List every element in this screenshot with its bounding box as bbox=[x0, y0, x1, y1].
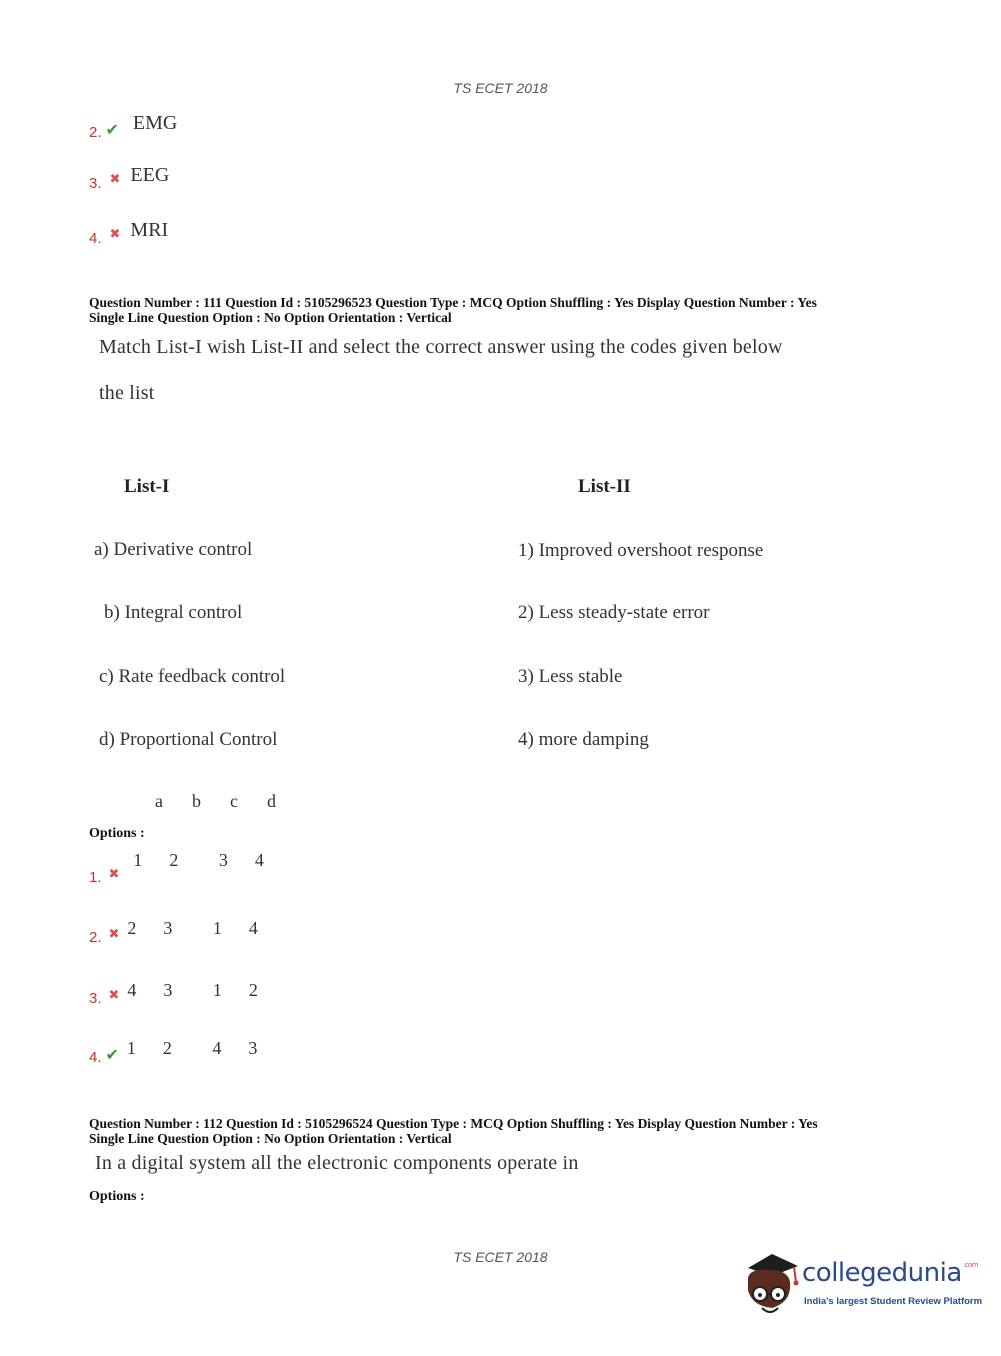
correct-check-icon: ✔ bbox=[105, 1045, 119, 1064]
list1-item-a: a) Derivative control bbox=[94, 539, 253, 560]
page-header: TS ECET 2018 bbox=[453, 80, 548, 96]
list1-heading: List-I bbox=[124, 476, 170, 497]
mascot-icon bbox=[740, 1250, 802, 1322]
list2-heading: List-II bbox=[578, 476, 631, 497]
list2-item-3: 3) Less stable bbox=[518, 666, 623, 687]
option-number: 4. bbox=[89, 230, 102, 247]
option-values: 2 3 1 4 bbox=[127, 918, 258, 938]
list2-item-1: 1) Improved overshoot response bbox=[518, 540, 764, 561]
option-text: MRI bbox=[130, 219, 169, 241]
option-number: 3. bbox=[89, 175, 102, 192]
q112-text: In a digital system all the electronic components operate in bbox=[95, 1152, 579, 1174]
wrong-cross-icon: ✖ bbox=[109, 172, 121, 187]
q111-options-label: Options : bbox=[89, 826, 145, 841]
logo-name: collegedunia$^{.com}$ bbox=[802, 1258, 978, 1288]
option-values: 1 2 4 3 bbox=[126, 1038, 258, 1058]
q112-meta-line1: Question Number : 112 Question Id : 5105296524 Question Type : MCQ Option Shuffling : Yes Display Question Number : Yes bbox=[89, 1116, 818, 1131]
wrong-cross-icon: ✖ bbox=[109, 227, 121, 242]
option-values: 1 2 3 4 bbox=[133, 850, 264, 870]
option-number: 3. bbox=[89, 990, 102, 1007]
list1-item-b: b) Integral control bbox=[104, 602, 243, 623]
q111-option-4 bbox=[89, 1038, 258, 1066]
page-footer: TS ECET 2018 bbox=[453, 1249, 548, 1265]
correct-check-icon: ✔ bbox=[105, 120, 119, 139]
codes-header: a b c d bbox=[155, 791, 276, 811]
list1-item-c: c) Rate feedback control bbox=[99, 666, 286, 687]
logo-tagline: India's largest Student Review Platform bbox=[804, 1296, 983, 1307]
wrong-cross-icon: ✖ bbox=[108, 988, 120, 1003]
list2-item-4: 4) more damping bbox=[518, 729, 649, 750]
q111-option-3 bbox=[89, 980, 258, 1007]
option-text: EEG bbox=[130, 164, 170, 186]
q111-option-1 bbox=[89, 850, 264, 886]
q112-meta-line2: Single Line Question Option : No Option Orientation : Vertical bbox=[89, 1131, 452, 1146]
option-values: 4 3 1 2 bbox=[127, 980, 258, 1000]
q111-text-line1: Match List-I wish List-II and select the correct answer using the codes given below bbox=[99, 336, 783, 358]
list1-item-d: d) Proportional Control bbox=[99, 729, 278, 750]
list2-item-2: 2) Less steady-state error bbox=[518, 602, 710, 623]
option-number: 4. bbox=[89, 1049, 102, 1066]
prev-option-3 bbox=[89, 164, 170, 192]
q111-meta-line1: Question Number : 111 Question Id : 5105296523 Question Type : MCQ Option Shuffling : Yes Display Question Number : Yes bbox=[89, 295, 817, 310]
collegedunia-logo[interactable] bbox=[740, 1250, 983, 1322]
option-number: 2. bbox=[89, 124, 102, 141]
prev-option-4 bbox=[89, 219, 169, 247]
option-text: EMG bbox=[132, 112, 178, 134]
q111-option-2 bbox=[89, 918, 258, 946]
option-number: 1. bbox=[89, 869, 102, 886]
prev-option-2 bbox=[89, 112, 178, 141]
q112-options-label: Options : bbox=[89, 1189, 145, 1204]
wrong-cross-icon: ✖ bbox=[108, 927, 120, 942]
q111-text-line2: the list bbox=[99, 382, 155, 404]
wrong-cross-icon: ✖ bbox=[108, 867, 120, 882]
option-number: 2. bbox=[89, 929, 102, 946]
logo-suffix: .com bbox=[962, 1261, 978, 1269]
q111-meta-line2: Single Line Question Option : No Option Orientation : Vertical bbox=[89, 310, 452, 325]
